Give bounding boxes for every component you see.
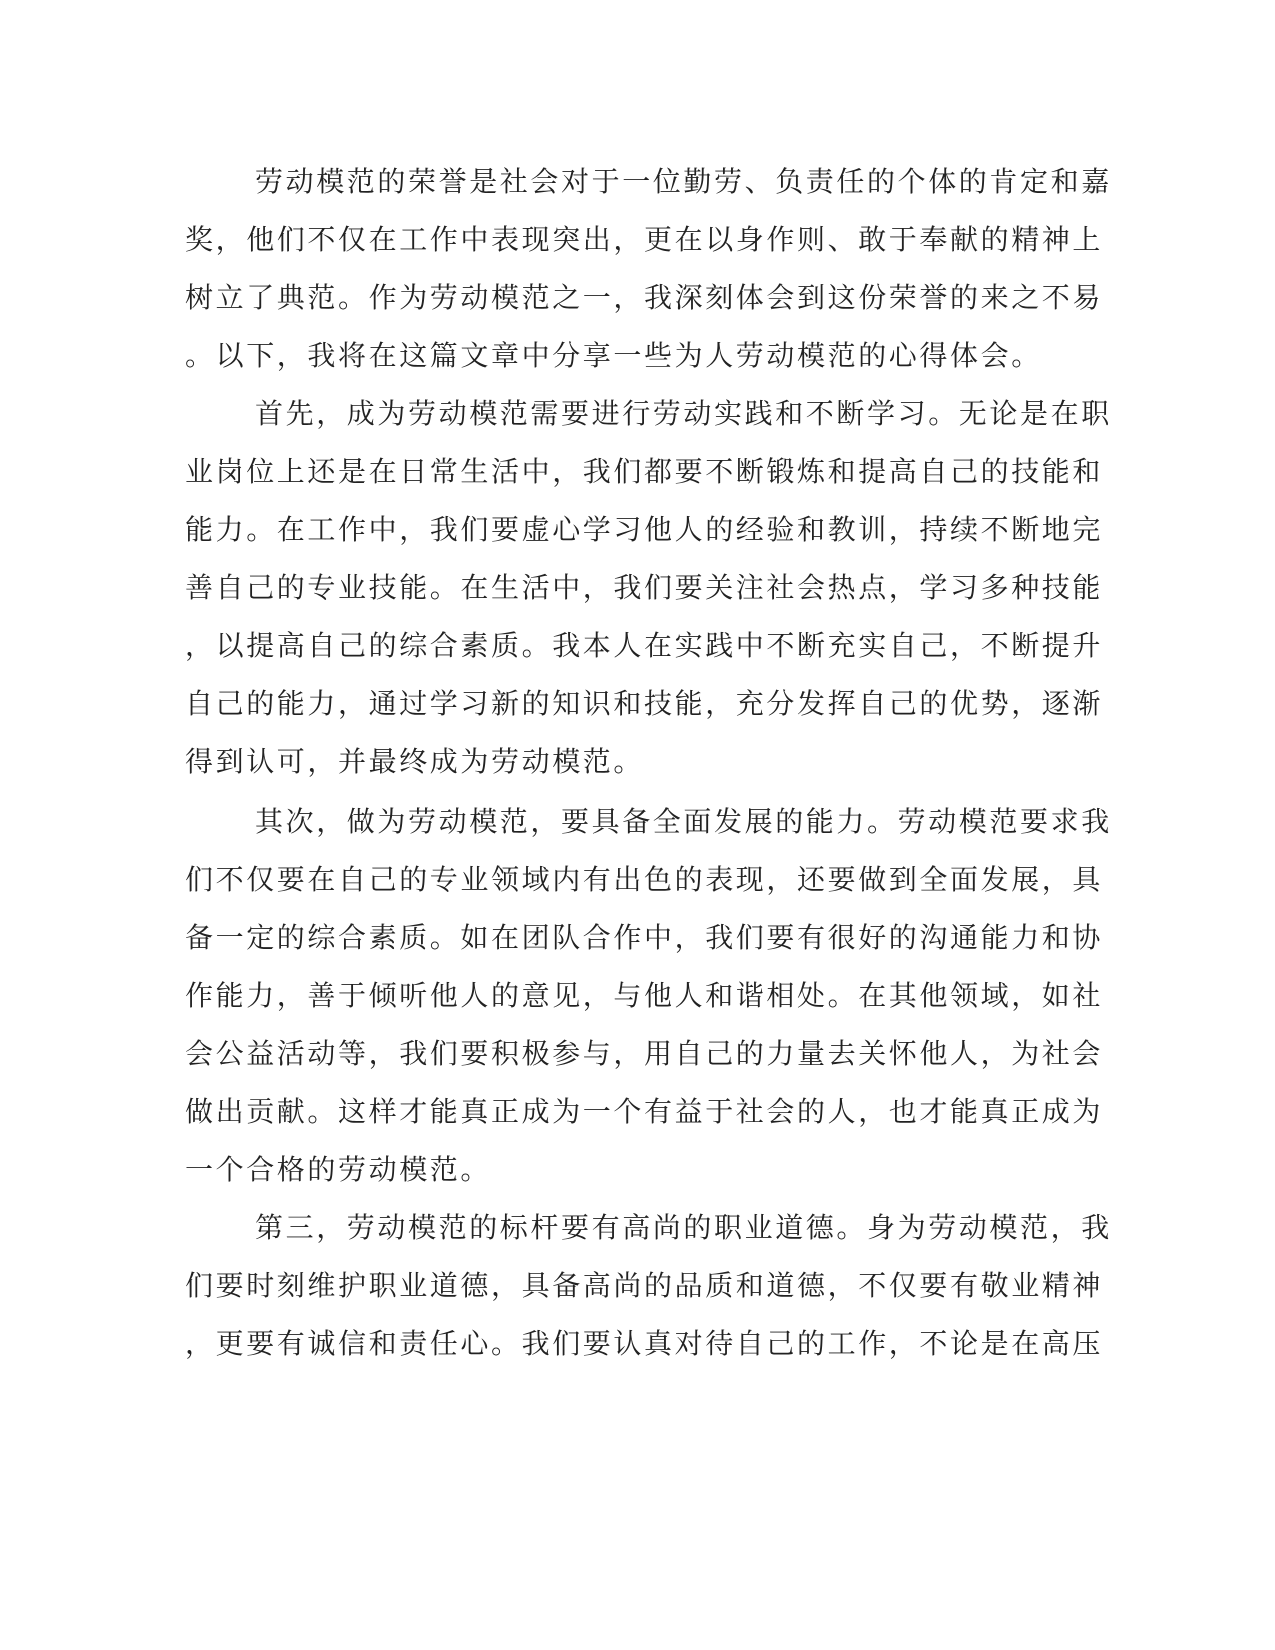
text-line: 会公益活动等，我们要积极参与，用自己的力量去关怀他人，为社会: [185, 1037, 1104, 1070]
text-line: 作能力，善于倾听他人的意见，与他人和谐相处。在其他领域，如社: [185, 979, 1104, 1012]
text-line: ，以提高自己的综合素质。我本人在实践中不断充实自己，不断提升: [185, 629, 1104, 662]
text-line: 能力。在工作中，我们要虚心学习他人的经验和教训，持续不断地完: [185, 513, 1104, 546]
text-line: 们不仅要在自己的专业领域内有出色的表现，还要做到全面发展，具: [185, 863, 1104, 896]
text-line: 做出贡献。这样才能真正成为一个有益于社会的人，也才能真正成为: [185, 1095, 1104, 1128]
text-line: 劳动模范的荣誉是社会对于一位勤劳、负责任的个体的肯定和嘉: [255, 165, 1112, 198]
text-line: ，更要有诚信和责任心。我们要认真对待自己的工作，不论是在高压: [185, 1327, 1104, 1360]
text-line: 。以下，我将在这篇文章中分享一些为人劳动模范的心得体会。: [185, 339, 1042, 372]
text-line: 首先，成为劳动模范需要进行劳动实践和不断学习。无论是在职: [255, 397, 1112, 430]
text-line: 业岗位上还是在日常生活中，我们都要不断锻炼和提高自己的技能和: [185, 455, 1104, 488]
text-line: 得到认可，并最终成为劳动模范。: [185, 745, 645, 778]
text-line: 们要时刻维护职业道德，具备高尚的品质和道德，不仅要有敬业精神: [185, 1269, 1104, 1302]
text-line: 自己的能力，通过学习新的知识和技能，充分发挥自己的优势，逐渐: [185, 687, 1104, 720]
text-line: 第三，劳动模范的标杆要有高尚的职业道德。身为劳动模范，我: [255, 1211, 1112, 1244]
text-line: 树立了典范。作为劳动模范之一，我深刻体会到这份荣誉的来之不易: [185, 281, 1104, 314]
text-line: 备一定的综合素质。如在团队合作中，我们要有很好的沟通能力和协: [185, 921, 1104, 954]
text-line: 一个合格的劳动模范。: [185, 1153, 492, 1186]
text-line: 善自己的专业技能。在生活中，我们要关注社会热点，学习多种技能: [185, 571, 1104, 604]
text-line: 其次，做为劳动模范，要具备全面发展的能力。劳动模范要求我: [255, 805, 1112, 838]
text-line: 奖，他们不仅在工作中表现突出，更在以身作则、敢于奉献的精神上: [185, 223, 1104, 256]
